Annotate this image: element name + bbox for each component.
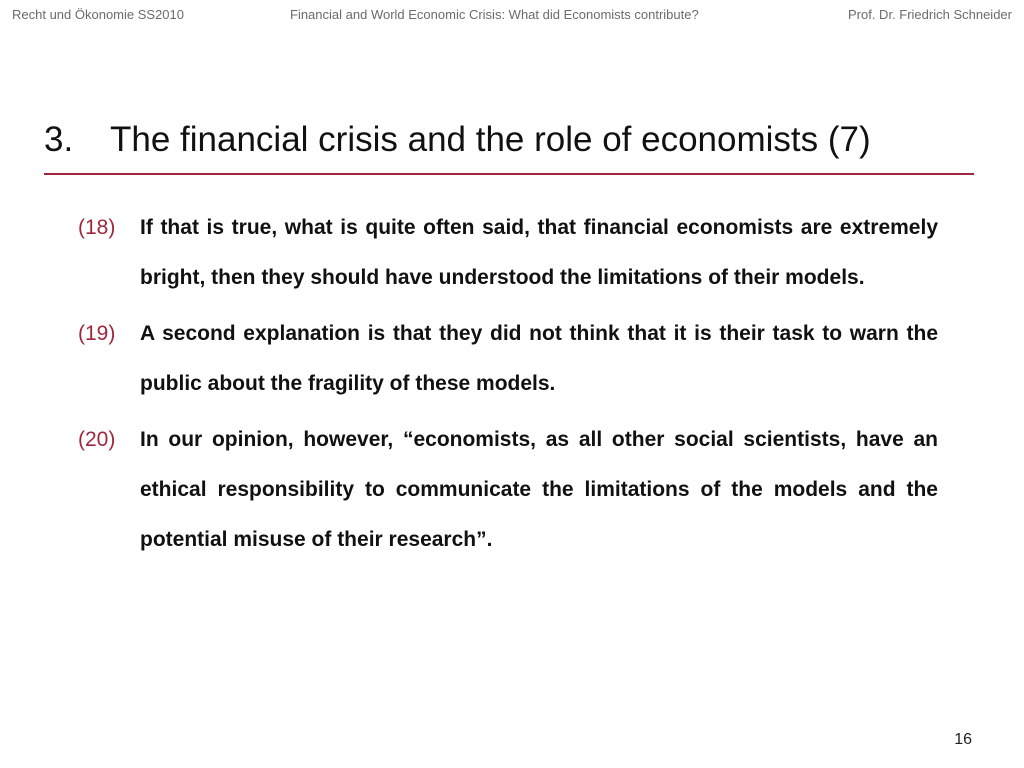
list-item-text: If that is true, what is quite often said, that financial economists are extremely bright, then they should have understood the limitations of their models. <box>140 216 938 289</box>
slide-title <box>44 120 871 160</box>
list-item-text: A second explanation is that they did not think that it is their task to warn the public about the fragility of these models. <box>140 322 938 395</box>
list-item-number: (19) <box>78 322 116 345</box>
header-lecture-title: Financial and World Economic Crisis: What did Economists contribute? <box>290 7 699 22</box>
header-course-label: Recht und Ökonomie SS2010 <box>12 7 184 22</box>
list-item-text: In our opinion, however, “economists, as all other social scientists, have an ethical responsibility to communicate the limitations of the models and the potential misuse of their research”. <box>140 428 938 551</box>
list-item-number: (18) <box>78 216 116 239</box>
list-item <box>78 309 938 409</box>
slide-header <box>0 0 1024 34</box>
slide-title-number: 3. <box>44 120 74 159</box>
list-item <box>78 203 938 303</box>
slide-title-text: The financial crisis and the role of economists (7) <box>110 120 871 159</box>
header-author: Prof. Dr. Friedrich Schneider <box>847 7 1012 22</box>
list-item <box>78 415 938 565</box>
title-divider <box>44 173 974 175</box>
page-number: 16 <box>954 731 972 748</box>
list-item-number: (20) <box>78 428 116 451</box>
numbered-list <box>78 203 938 571</box>
